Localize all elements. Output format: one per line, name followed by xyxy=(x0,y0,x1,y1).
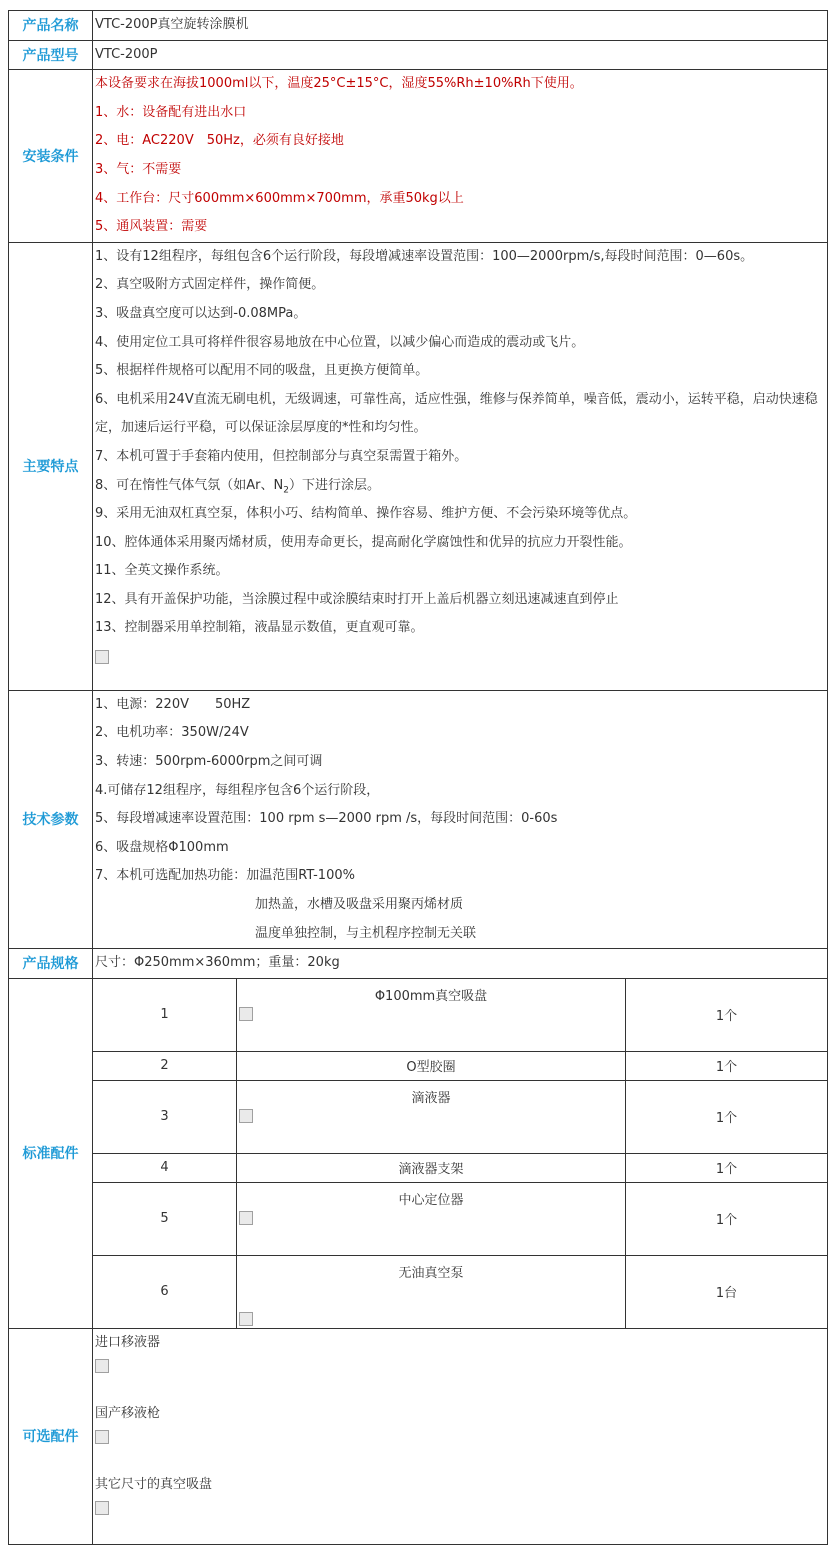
accessory-name: O型胶圈 xyxy=(237,1051,626,1080)
feature-line: 13、控制器采用单控制箱，液晶显示数值，更直观可靠。 xyxy=(95,620,424,636)
value-product-size: 尺寸：Φ250mm×360mm；重量：20kg xyxy=(93,949,828,979)
accessory-no: 1 xyxy=(93,978,237,1051)
accessory-no: 2 xyxy=(93,1051,237,1080)
row-product-name xyxy=(9,11,828,41)
tech-line: 加热盖，水槽及吸盘采用聚丙烯材质 xyxy=(255,896,464,912)
optional-item: 国产移液枪 xyxy=(95,1405,161,1421)
accessory-name: 无油真空泵 xyxy=(398,1265,464,1281)
accessory-name-cell xyxy=(237,1255,626,1328)
accessory-qty: 1台 xyxy=(626,1255,828,1328)
feature-line: 8、可在惰性气体气氛（如Ar、$N_2$）下进行涂层。 xyxy=(95,477,380,496)
value-tech-params xyxy=(93,690,828,948)
optional-image xyxy=(95,1426,827,1450)
optional-image-icon xyxy=(95,1430,109,1444)
accessory-qty: 1个 xyxy=(626,1153,828,1182)
feature-line: 2、真空吸附方式固定样件，操作简便。 xyxy=(95,277,325,293)
optional-image-icon xyxy=(95,1501,109,1515)
accessory-no: 6 xyxy=(93,1255,237,1328)
value-install-conditions xyxy=(93,70,828,243)
accessory-name-cell xyxy=(237,1080,626,1153)
tech-line: 7、本机可选配加热功能：加温范围RT-100% xyxy=(95,868,355,884)
accessory-image-icon xyxy=(239,1007,253,1021)
value-optional-accessories xyxy=(93,1328,828,1544)
install-line: 2、电：AC220V 50Hz，必须有良好接地 xyxy=(95,133,344,149)
table-row xyxy=(93,1255,828,1328)
optional-image xyxy=(95,1497,827,1521)
label-product-name: 产品名称 xyxy=(9,11,93,41)
feature-line: 1、设有12组程序，每组包含6个运行阶段，每段增减速率设置范围：100—2000rpm/s,每段时间范围：0—60s。 xyxy=(95,248,754,264)
optional-item: 进口移液器 xyxy=(95,1334,161,1350)
accessory-no: 3 xyxy=(93,1080,237,1153)
accessory-image-icon xyxy=(239,1312,253,1326)
feature-line: 11、全英文操作系统。 xyxy=(95,563,229,579)
label-tech-params: 技术参数 xyxy=(9,690,93,948)
install-line: 本设备要求在海拔1000ml以下，温度25°C±15°C，湿度55%Rh±10%Rh下使用。 xyxy=(95,76,583,92)
value-product-model: VTC-200P xyxy=(93,40,828,70)
accessory-no: 5 xyxy=(93,1182,237,1255)
product-spec-table xyxy=(8,10,828,1545)
value-standard-accessories xyxy=(93,978,828,1328)
tech-line: 3、转速：500rpm-6000rpm之间可调 xyxy=(95,753,323,769)
tech-line: 6、吸盘规格Φ100mm xyxy=(95,839,229,855)
accessory-name-cell xyxy=(237,978,626,1051)
tech-line: 1、电源：220V 50HZ xyxy=(95,696,251,712)
row-tech-params xyxy=(9,690,828,948)
tech-line: 2、电机功率：350W/24V xyxy=(95,725,249,741)
feature-line: 6、电机采用24V直流无刷电机，无级调速，可靠性高，适应性强，维修与保养简单，噪音低，震动小，运转平稳，启动快速稳定，加速后运行平稳，可以保证涂层厚度的*性和均匀性。 xyxy=(95,391,818,436)
value-product-name: VTC-200P真空旋转涂膜机 xyxy=(93,11,828,41)
feature-line: 4、使用定位工具可将样件很容易地放在中心位置，以减少偏心而造成的震动或飞片。 xyxy=(95,334,585,350)
feature-line: 5、根据样件规格可以配用不同的吸盘，且更换方便简单。 xyxy=(95,363,429,379)
feature-line: 9、采用无油双杠真空泵，体积小巧、结构简单、操作容易、维护方便、不会污染环境等优点。 xyxy=(95,506,637,522)
accessory-image-icon xyxy=(239,1109,253,1123)
accessory-no: 4 xyxy=(93,1153,237,1182)
table-row xyxy=(93,1153,828,1182)
label-product-size: 产品规格 xyxy=(9,949,93,979)
row-optional-accessories xyxy=(9,1328,828,1544)
accessory-image-icon xyxy=(239,1211,253,1225)
accessory-name: Φ100mm真空吸盘 xyxy=(374,988,488,1004)
optional-image-icon xyxy=(95,1359,109,1373)
row-install-conditions xyxy=(9,70,828,243)
accessory-name: 滴液器 xyxy=(411,1090,451,1106)
row-product-model xyxy=(9,40,828,70)
feature-image-icon xyxy=(95,650,109,664)
label-main-features: 主要特点 xyxy=(9,242,93,690)
accessory-name-cell xyxy=(237,1182,626,1255)
install-line: 5、通风装置：需要 xyxy=(95,219,208,235)
accessory-qty: 1个 xyxy=(626,1182,828,1255)
row-product-size xyxy=(9,949,828,979)
value-main-features xyxy=(93,242,828,690)
row-main-features xyxy=(9,242,828,690)
label-optional-accessories: 可选配件 xyxy=(9,1328,93,1544)
optional-image xyxy=(95,1355,827,1379)
tech-line: 5、每段增减速率设置范围：100 rpm s—2000 rpm /s，每段时间范围：0-60s xyxy=(95,811,558,827)
accessory-qty: 1个 xyxy=(626,1051,828,1080)
accessory-qty: 1个 xyxy=(626,978,828,1051)
feature-line: 3、吸盘真空度可以达到-0.08MPa。 xyxy=(95,305,307,321)
feature-line: 10、腔体通体采用聚丙烯材质，使用寿命更长，提高耐化学腐蚀性和优异的抗应力开裂性能。 xyxy=(95,534,632,550)
row-standard-accessories xyxy=(9,978,828,1328)
install-line: 3、气：不需要 xyxy=(95,161,182,177)
table-row xyxy=(93,978,828,1051)
accessory-name: 中心定位器 xyxy=(398,1192,464,1208)
table-row xyxy=(93,1051,828,1080)
tech-line: 温度单独控制，与主机程序控制无关联 xyxy=(255,925,477,941)
accessory-name: 滴液器支架 xyxy=(237,1153,626,1182)
optional-item: 其它尺寸的真空吸盘 xyxy=(95,1476,213,1492)
feature-line: 12、具有开盖保护功能，当涂膜过程中或涂膜结束时打开上盖后机器立刻迅速减速直到停止 xyxy=(95,591,619,607)
accessory-table xyxy=(92,978,828,1329)
label-install-conditions: 安装条件 xyxy=(9,70,93,243)
label-standard-accessories: 标准配件 xyxy=(9,978,93,1328)
accessory-qty: 1个 xyxy=(626,1080,828,1153)
table-row xyxy=(93,1080,828,1153)
feature-line: 7、本机可置于手套箱内使用，但控制部分与真空泵需置于箱外。 xyxy=(95,448,468,464)
table-row xyxy=(93,1182,828,1255)
install-line: 4、工作台：尺寸600mm×600mm×700mm，承重50kg以上 xyxy=(95,190,464,206)
install-line: 1、水：设备配有进出水口 xyxy=(95,104,247,120)
tech-line: 4.可储存12组程序，每组程序包含6个运行阶段， xyxy=(95,782,380,798)
label-product-model: 产品型号 xyxy=(9,40,93,70)
